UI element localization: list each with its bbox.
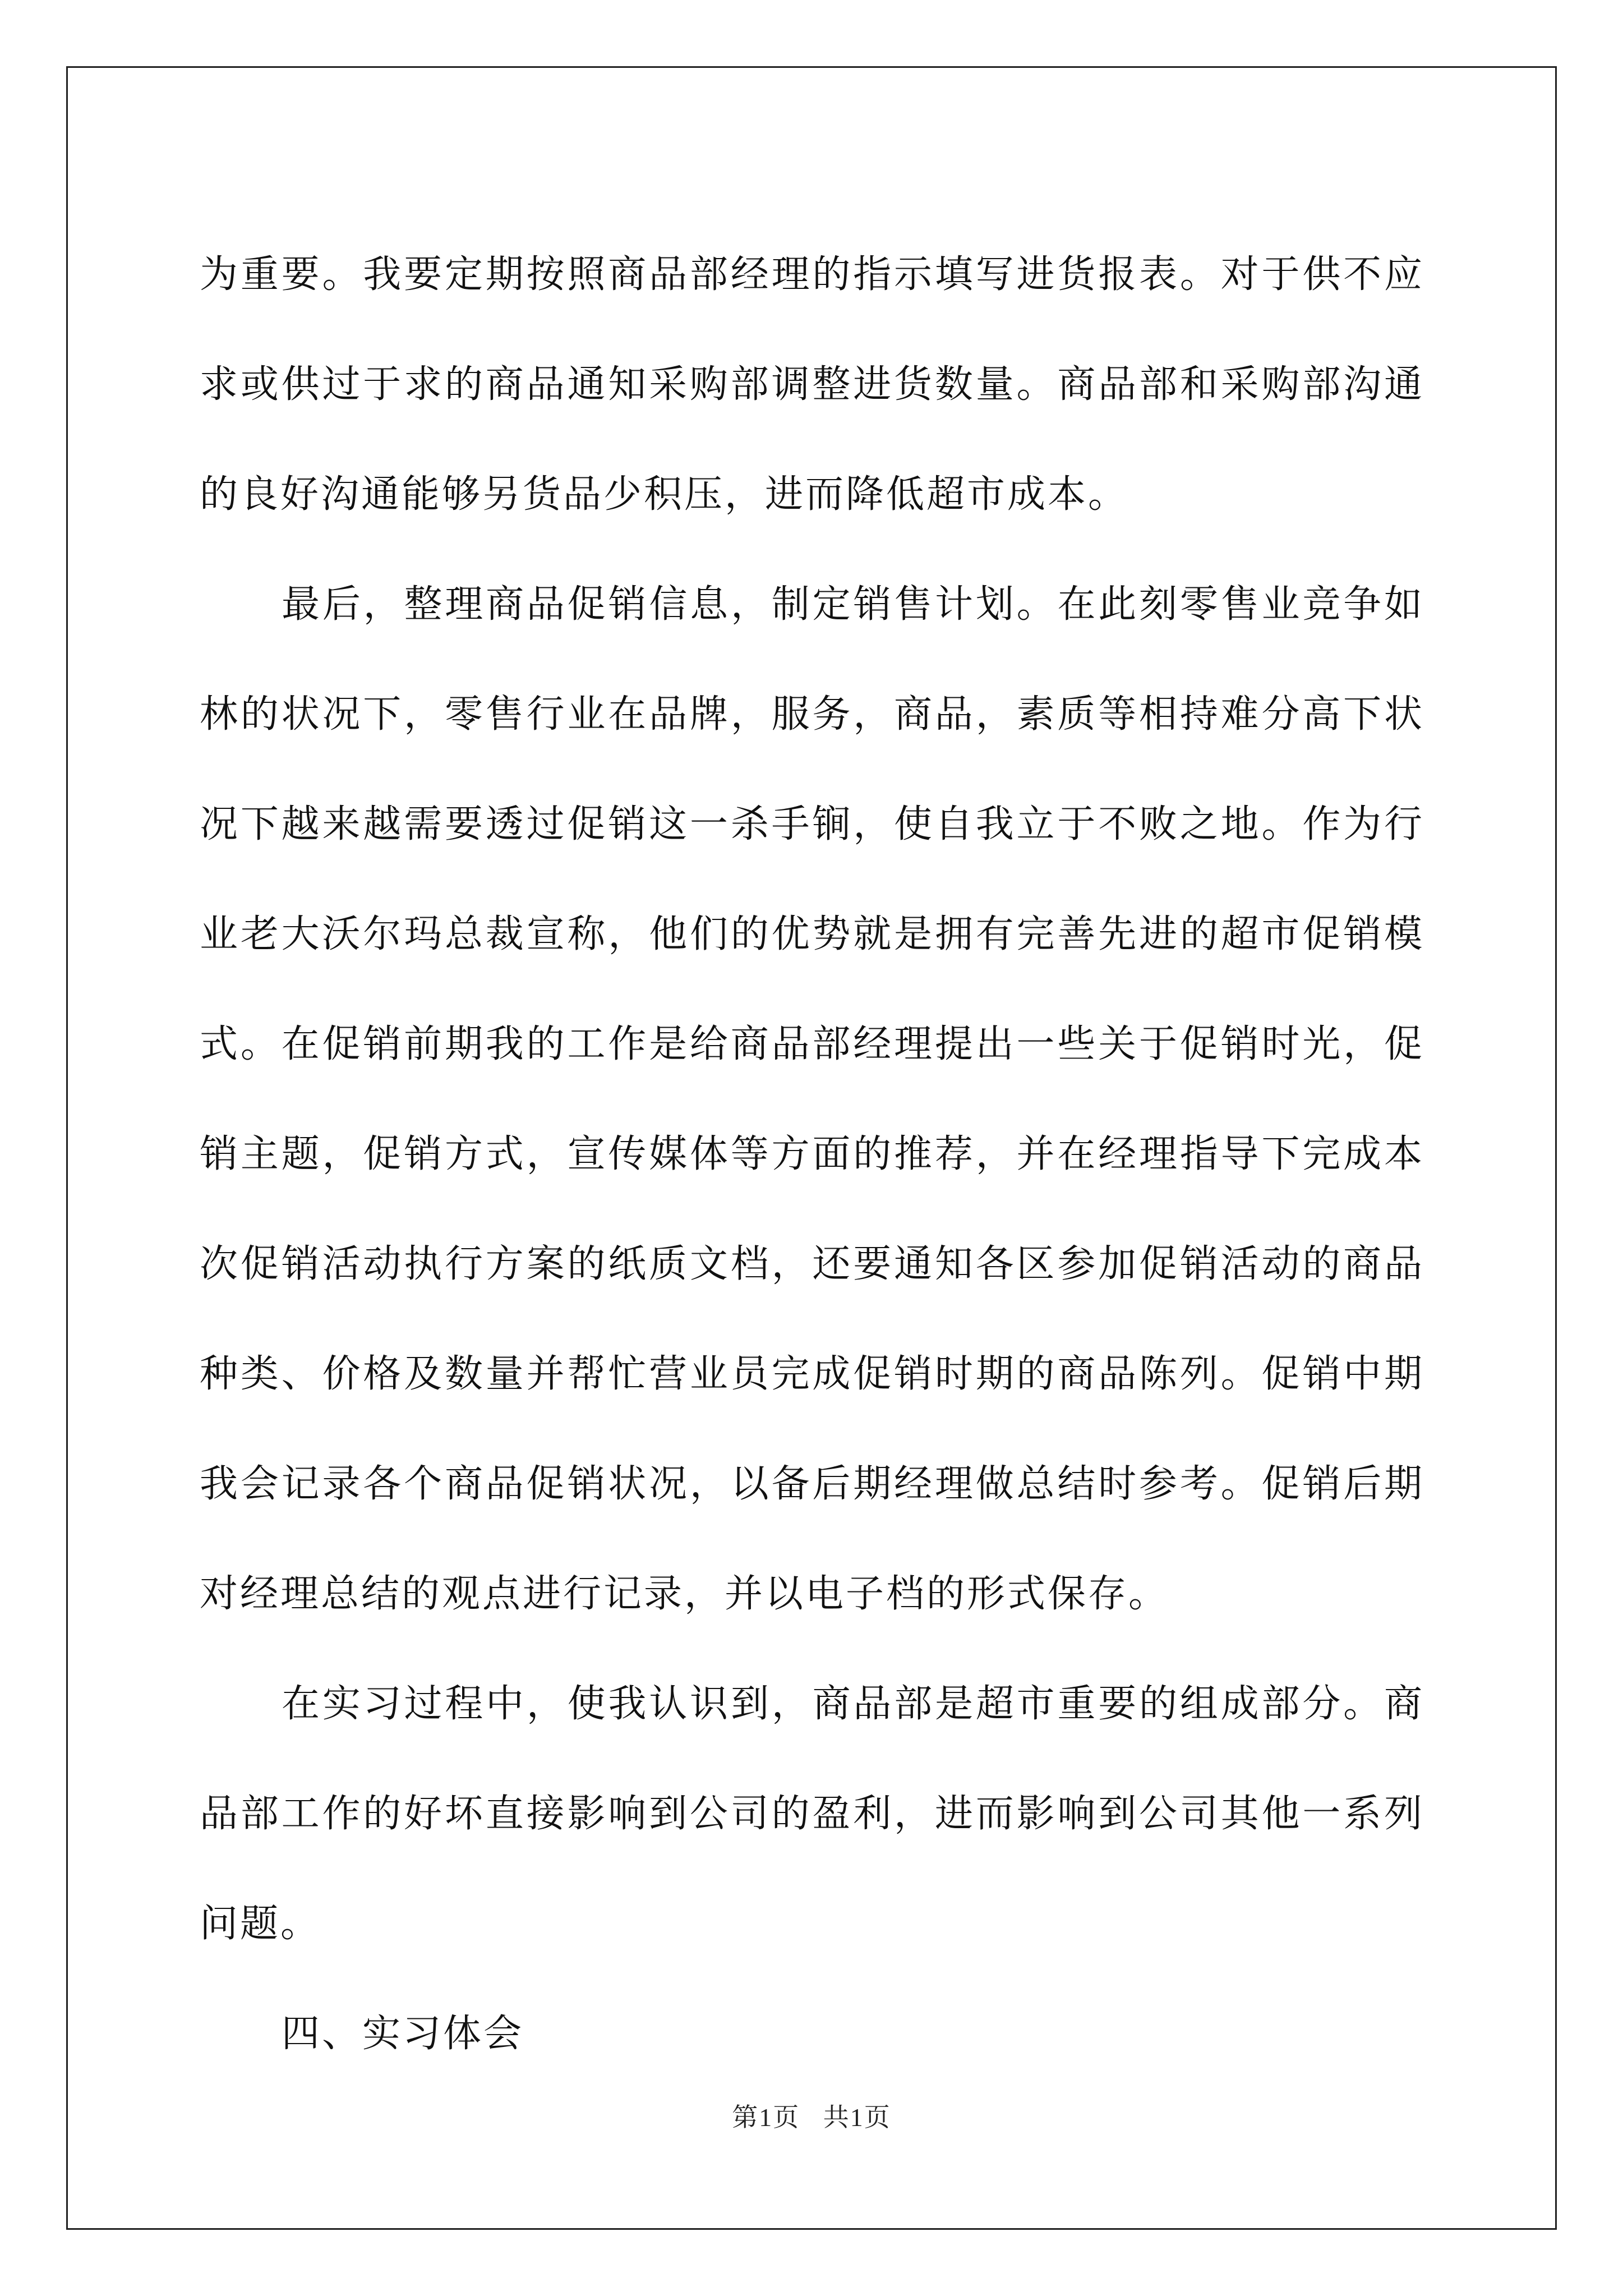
page-number: 第1页 bbox=[732, 2103, 800, 2132]
page-footer bbox=[0, 2097, 1623, 2134]
paragraph-promotion: 最后，整理商品促销信息，制定销售计划。在此刻零售业竞争如林的状况下，零售行业在品牌，服务，商品，素质等相持难分高下状况下越来越需要透过促销这一杀手锏，使自我立于不败之地。作为行业老大沃尔玛总裁宣称，他们的优势就是拥有完善先进的超市促销模式。在促销前期我的工作是给商品部经理提出一些关于促销时光，促销主题，促销方式，宣传媒体等方面的推荐，并在经理指导下完成本次促销活动执行方案的纸质文档，还要通知各区参加促销活动的商品种类、价格及数量并帮忙营业员完成促销时期的商品陈列。促销中期我会记录各个商品促销状况，以备后期经理做总结时参考。促销后期对经理总结的观点进行记录，并以电子档的形式保存。 bbox=[200, 582, 1424, 1616]
paragraph-conclusion: 在实习过程中，使我认识到，商品部是超市重要的组成部分。商品部工作的好坏直接影响到公司的盈利，进而影响到公司其他一系列问题。 bbox=[200, 1682, 1424, 1946]
section-heading: 四、实习体会 bbox=[282, 2012, 524, 2056]
page-total: 共1页 bbox=[823, 2103, 891, 2132]
paragraph-continued: 为重要。我要定期按照商品部经理的指示填写进货报表。对于供不应求或供过于求的商品通知采购部调整进货数量。商品部和采购部沟通的良好沟通能够另货品少积压，进而降低超市成本。 bbox=[200, 252, 1424, 517]
document-body bbox=[200, 220, 1424, 2089]
